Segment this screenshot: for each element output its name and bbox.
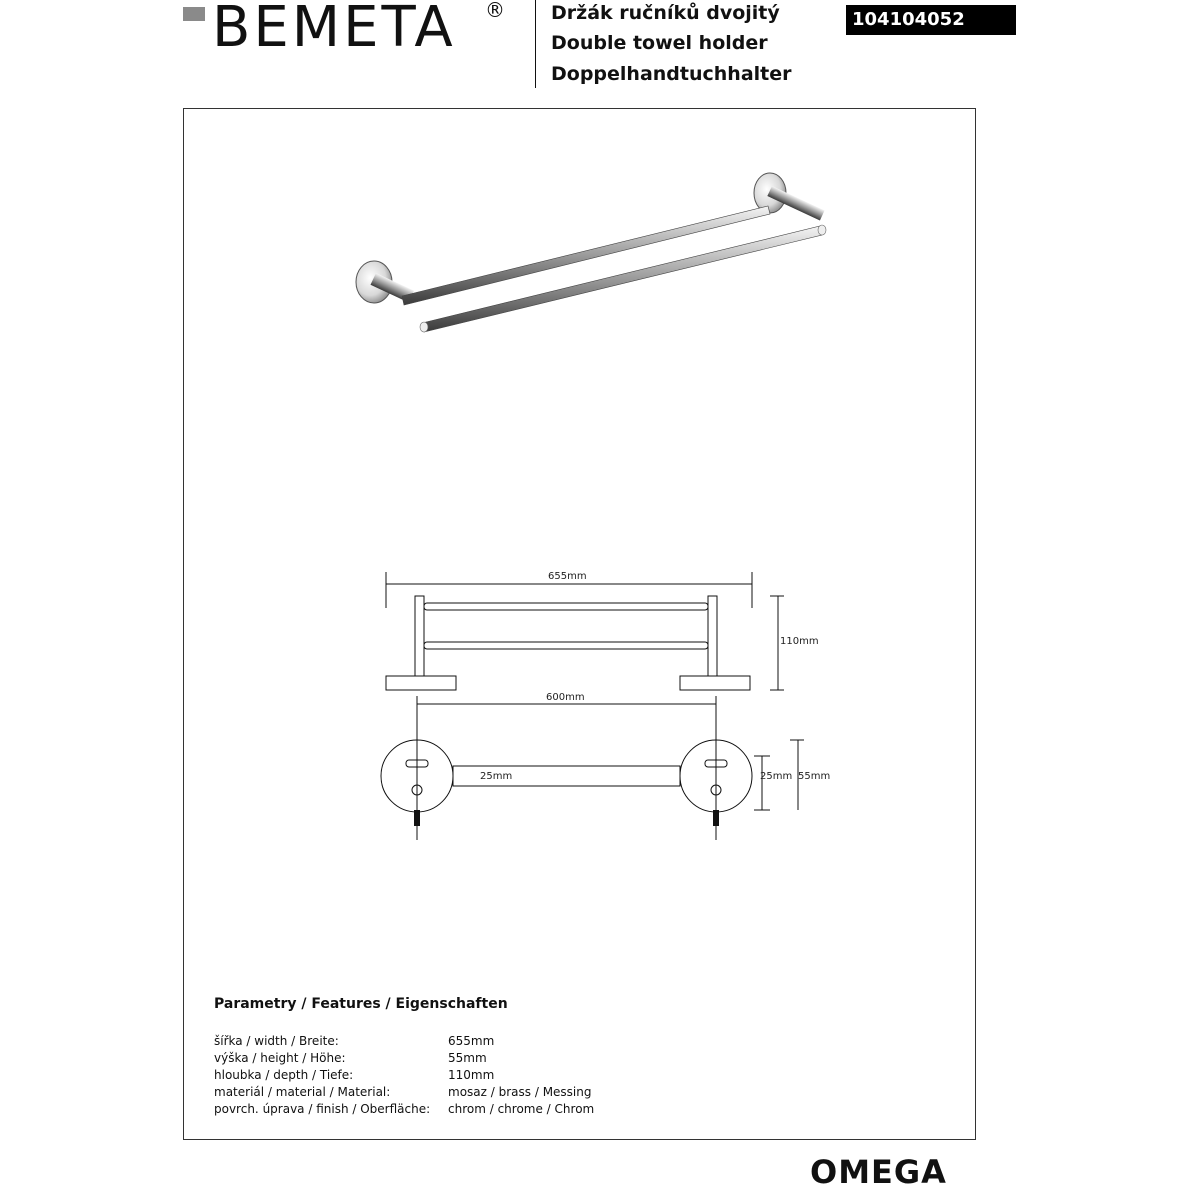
bar-end-cap bbox=[818, 225, 826, 235]
feature-label: šířka / width / Breite: bbox=[214, 1034, 339, 1048]
feature-row bbox=[214, 1068, 494, 1082]
feature-label: výška / height / Höhe: bbox=[214, 1051, 346, 1065]
logo-mark bbox=[183, 7, 205, 21]
front-lower-bar bbox=[424, 642, 708, 649]
feature-label: materiál / material / Material: bbox=[214, 1085, 391, 1099]
dim-depth-label: 55mm bbox=[798, 771, 831, 782]
feature-label: povrch. úprava / finish / Oberfläche: bbox=[214, 1102, 431, 1116]
left-screw bbox=[414, 810, 420, 826]
feature-row bbox=[214, 1034, 494, 1048]
feature-label: hloubka / depth / Tiefe: bbox=[214, 1068, 354, 1082]
feature-value: mosaz / brass / Messing bbox=[448, 1085, 592, 1099]
technical-drawing bbox=[370, 560, 840, 860]
front-right-base bbox=[680, 676, 750, 690]
front-left-base bbox=[386, 676, 456, 690]
feature-value: 110mm bbox=[448, 1068, 495, 1082]
brand-logo: BEMETA bbox=[212, 0, 456, 60]
feature-value: chrom / chrome / Chrom bbox=[448, 1102, 595, 1116]
dim-spacing-label: 600mm bbox=[546, 692, 585, 703]
dim-height-label: 110mm bbox=[780, 636, 819, 647]
product-name-en: Double towel holder bbox=[551, 32, 768, 54]
feature-row bbox=[214, 1102, 594, 1116]
series-name: OMEGA bbox=[810, 1153, 947, 1191]
feature-value: 655mm bbox=[448, 1034, 495, 1048]
header-divider bbox=[535, 0, 536, 88]
bar-end-cap bbox=[420, 322, 428, 332]
product-name-de: Doppelhandtuchhalter bbox=[551, 63, 792, 85]
product-name-cs: Držák ručníků dvojitý bbox=[551, 2, 780, 24]
dim-width-label: 655mm bbox=[548, 571, 587, 582]
right-screw bbox=[713, 810, 719, 826]
feature-row bbox=[214, 1051, 487, 1065]
dim-bar-right-label: 25mm bbox=[760, 771, 793, 782]
product-code: 104104052 bbox=[846, 5, 1016, 35]
front-right-post bbox=[708, 596, 717, 676]
dim-bar-left-label: 25mm bbox=[480, 771, 513, 782]
feature-row bbox=[214, 1085, 591, 1099]
feature-value: 55mm bbox=[448, 1051, 487, 1065]
front-left-post bbox=[415, 596, 424, 676]
registered-mark: ® bbox=[485, 0, 505, 22]
front-upper-bar bbox=[424, 603, 708, 610]
product-image bbox=[340, 160, 840, 350]
features-title: Parametry / Features / Eigenschaften bbox=[214, 996, 508, 1012]
